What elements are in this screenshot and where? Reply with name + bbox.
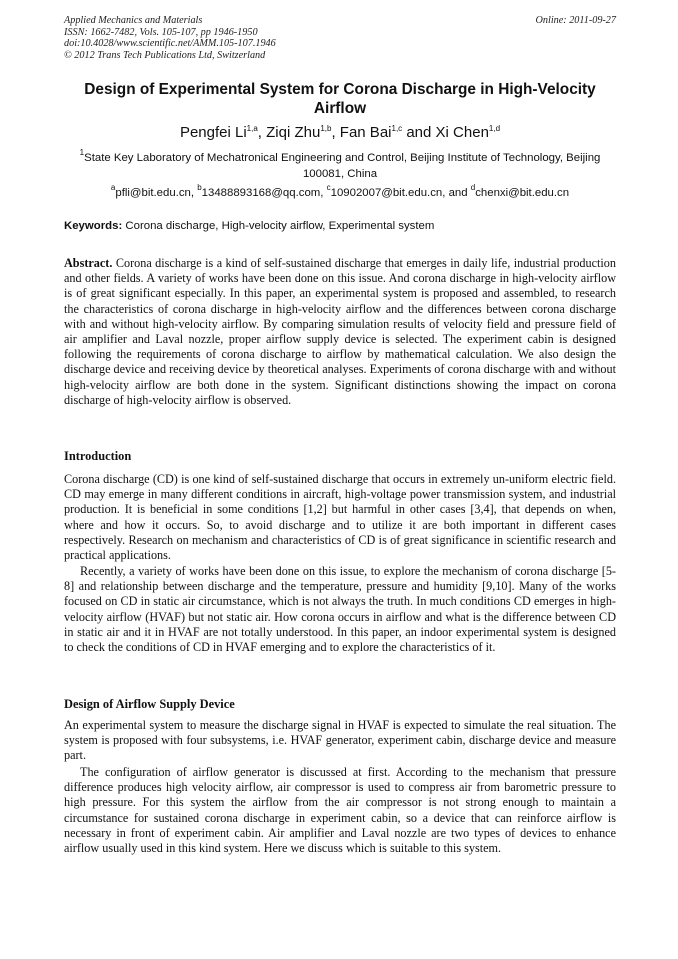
issn-line: ISSN: 1662-7482, Vols. 105-107, pp 1946-1950 [64, 26, 258, 38]
email-address: pfli@bit.edu.cn, [115, 187, 198, 199]
email-marker: c [326, 183, 331, 192]
author-affil-marker: 1,c [391, 124, 403, 133]
author-affil-marker: 1,d [488, 124, 501, 133]
email-address: chenxi@bit.edu.cn [475, 187, 570, 199]
email-list [64, 183, 616, 200]
abstract-label: Abstract. [64, 256, 113, 270]
journal-name: Applied Mechanics and Materials [64, 15, 203, 26]
intro-paragraph-2: Recently, a variety of works have been done on this issue, to explore the mechanism of corona discharge [5-8] and relationship between discharge and the temperature, pressure and humidity [9,10]. Many of the works focused on CD in static air circumstance, which is not always the truth. In much conditions CD emerges in high-velocity airflow (HVAF) but not static air. How corona occurs in airflow and what is the difference between CD in static air and it in HVAF are not totally understood. In this paper, an indoor experimental system is designed to check the conditions of CD in HVAF emerging and to explore the characteristics of it. [64, 564, 616, 655]
abstract-text: Corona discharge is a kind of self-sustained discharge that emerges in daily life, industrial production and other fields. A variety of works have been done on this issue. And corona discharge in high-velocity airflow is of great significant especially. In this paper, an experimental system is proposed and assembled, to research the characteristics of corona discharge in high-velocity airflow and the differences between corona discharge with and without high-velocity airflow. By comparing simulation results of velocity field and pressure field of air amplifier and Laval nozzle, proper airflow supply device is selected. The experiment cabin is designed following the requirements of corona discharge to airflow by mathematical calculation. We also design the discharge device and receiving device by theoretical analyses. Experiments of corona discharge with and without high-velocity airflow are both done in the system. Significant distinctions showing the impact on corona discharge of high-velocity airflow is observed. [64, 256, 616, 407]
journal-header [64, 15, 616, 61]
doi-line: doi:10.4028/www.scientific.net/AMM.105-107.1946 [64, 38, 276, 50]
section-heading-introduction: Introduction [64, 449, 132, 463]
paper-title: Design of Experimental System for Corona Discharge in High-Velocity Airflow [84, 81, 596, 117]
author-separator: and [402, 124, 436, 141]
author-separator: , [331, 124, 340, 141]
author-name: Xi Chen [435, 124, 489, 141]
keywords-text: Corona discharge, High-velocity airflow, Experimental system [122, 220, 435, 232]
author-name: Pengfei Li [179, 124, 247, 141]
author-name: Fan Bai [339, 124, 392, 141]
email-address: 10902007@bit.edu.cn, and [330, 187, 471, 199]
keywords-label: Keywords: [64, 220, 123, 232]
airflow-paragraph-2: The configuration of airflow generator is discussed at first. According to the mechanism that pressure difference produces high velocity airflow, air compressor is used to compress air from barometric pressure to high pressure. For this system the airflow from the air compressor is not strong enough to maintain a circumstance for sustained corona discharge in experiment cabin, so a device that can reinforce airflow is necessary in front of experiment cabin. Air amplifier and Laval nozzle are two types of devices to enhance airflow usually used in this kind system. Here we discuss which is suitable to this system. [64, 765, 616, 856]
author-separator: , [257, 124, 267, 141]
affiliation [64, 150, 616, 182]
affiliation-text: State Key Laboratory of Mechatronical Engineering and Control, Beijing Institute of Technology, Beijing 100081, China [84, 152, 601, 180]
abstract [64, 256, 616, 408]
author-name: Ziqi Zhu [266, 124, 321, 141]
section-heading-airflow-supply: Design of Airflow Supply Device [64, 697, 235, 711]
author-list [64, 124, 616, 142]
email-marker: d [470, 183, 476, 192]
author-affil-marker: 1,b [320, 124, 332, 133]
keywords [64, 219, 616, 233]
affiliation-marker: 1 [79, 148, 85, 157]
copyright-line: © 2012 Trans Tech Publications Ltd, Switzerland [64, 49, 266, 61]
author-affil-marker: 1,a [246, 124, 258, 133]
email-address: 13488893168@qq.com, [201, 187, 327, 199]
intro-paragraph-1: Corona discharge (CD) is one kind of self-sustained discharge that occurs in extremely un-uniform electric field. CD may emerge in many different conditions in aircraft, high-voltage power transmission system, and industrial production. It is beneficial in some conditions [1,2] but harmful in other cases [3,4], that depends on when, where and how it occurs. So, to avoid discharge and to utilize it are both important in different cases respectively. Research on mechanism and characteristics of CD is of great significance in scientific research and practical applications. [64, 472, 616, 563]
airflow-paragraph-1: An experimental system to measure the discharge signal in HVAF is expected to simulate the real situation. The system is proposed with four subsystems, i.e. HVAF generator, experiment cabin, discharge device and measure part. [64, 718, 616, 763]
online-date: Online: 2011-09-27 [535, 15, 616, 26]
email-marker: a [110, 183, 116, 192]
email-marker: b [197, 183, 202, 192]
